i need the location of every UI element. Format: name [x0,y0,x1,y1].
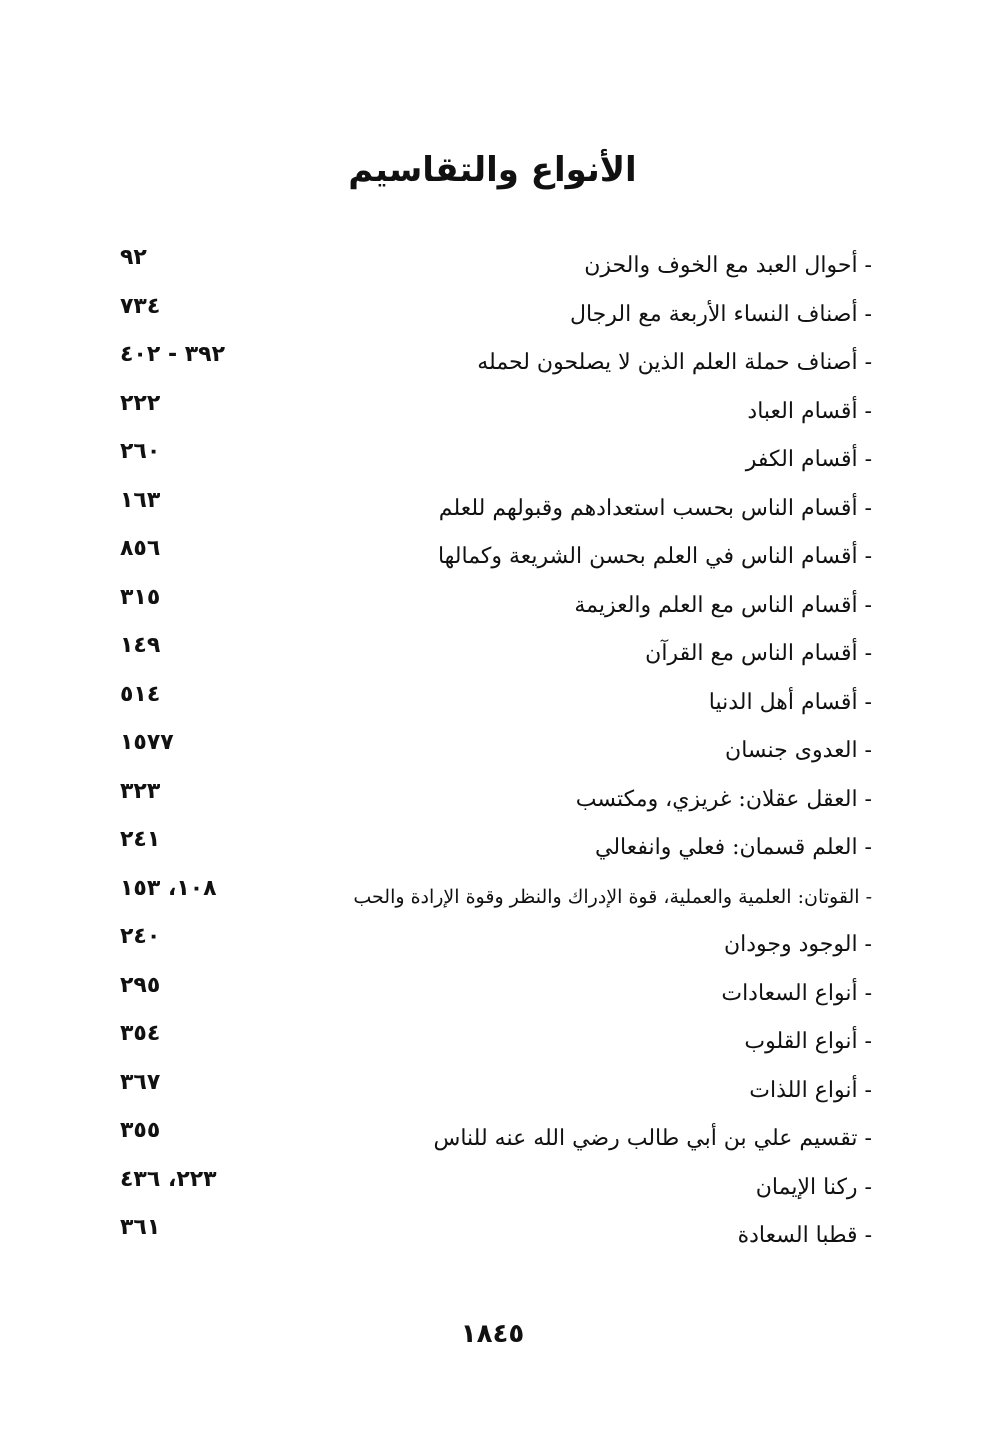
index-entry [110,1071,872,1120]
entry-text: - القوتان: العلمية والعملية، قوة الإدراك والنظر وقوة الإرادة والحب [353,885,872,908]
index-entry [110,731,872,780]
entry-text: - العلم قسمان: فعلي وانفعالي [595,835,872,860]
entry-text: - أقسام العباد [747,398,872,424]
index-entry [110,1216,872,1265]
entry-page-number: ٢٢٢ [120,390,161,416]
index-entry [110,343,872,392]
entry-page-number: ٢٢٣، ٤٣٦ [120,1166,217,1192]
entry-page-number: ٨٥٦ [120,536,161,561]
entry-text: - أنواع القلوب [744,1029,872,1054]
entry-text: - أقسام الناس في العلم بحسن الشريعة وكمالها [437,544,872,569]
index-entry [110,295,872,344]
entry-text: - أصناف النساء الأربعة مع الرجال [569,301,872,327]
entry-page-number: ٣٢٣ [120,778,161,804]
page-number-footer: ١٨٤٥ [460,1319,525,1349]
entry-page-number: ١٦٣ [120,487,161,513]
entry-text: - العدوى جنسان [725,738,872,763]
entry-text: - أنواع السعادات [721,980,872,1006]
entry-text: - تقسيم علي بن أبي طالب رضي الله عنه للناس [433,1126,872,1151]
entry-page-number: ٢٩٥ [120,972,161,998]
entry-text: - أنواع اللذات [749,1077,872,1103]
index-entry [110,877,872,926]
entry-text: - ركنا الإيمان [755,1174,872,1200]
index-entry [110,828,872,877]
entry-page-number: ٢٤٠ [120,924,161,949]
index-entry [110,925,872,974]
index-entry [110,683,872,732]
index-entry [110,440,872,489]
entry-text: - العقل عقلان: غريزي، ومكتسب [575,786,872,812]
index-entry [110,974,872,1023]
index-entry [110,246,872,295]
entry-page-number: ٣٥٥ [120,1118,161,1143]
entry-text: - أقسام الناس مع القرآن [645,641,872,666]
index-entry [110,780,872,829]
page-title: الأنواع والتقاسيم [348,150,637,190]
entry-page-number: ٣١٥ [120,584,161,610]
entry-page-number: ٣٩٢ - ٤٠٢ [120,342,226,367]
entry-page-number: ٩٢ [120,245,147,270]
entry-text: - أقسام أهل الدنيا [708,689,872,715]
entry-text: - أصناف حملة العلم الذين لا يصلحون لحمله [477,350,872,375]
index-entry [110,586,872,635]
index-entry [110,1119,872,1168]
index-entry [110,1022,872,1071]
entry-text: - أحوال العبد مع الخوف والحزن [584,253,872,278]
entry-page-number: ١٤٩ [120,633,161,658]
index-entry [110,489,872,538]
index-entry [110,1168,872,1217]
index-entry [110,392,872,441]
entry-page-number: ٥١٤ [120,681,161,707]
index-list [110,246,872,1265]
entry-text: - قطبا السعادة [737,1223,872,1248]
entry-text: - أقسام الناس بحسب استعدادهم وقبولهم للعلم [438,495,872,521]
entry-text: - أقسام الكفر [745,447,872,472]
entry-page-number: ٣٦١ [120,1215,161,1240]
entry-text: - أقسام الناس مع العلم والعزيمة [574,592,872,618]
entry-page-number: ٧٣٤ [120,293,161,319]
entry-page-number: ٢٤١ [120,827,161,852]
entry-page-number: ٣٦٧ [120,1069,161,1095]
entry-page-number: ١٥٧٧ [120,730,174,755]
index-entry [110,634,872,683]
entry-text: - الوجود وجودان [723,932,872,957]
entry-page-number: ٣٥٤ [120,1021,161,1046]
entry-page-number: ١٠٨، ١٥٣ [120,875,217,901]
index-entry [110,537,872,586]
entry-page-number: ٢٦٠ [120,439,161,464]
